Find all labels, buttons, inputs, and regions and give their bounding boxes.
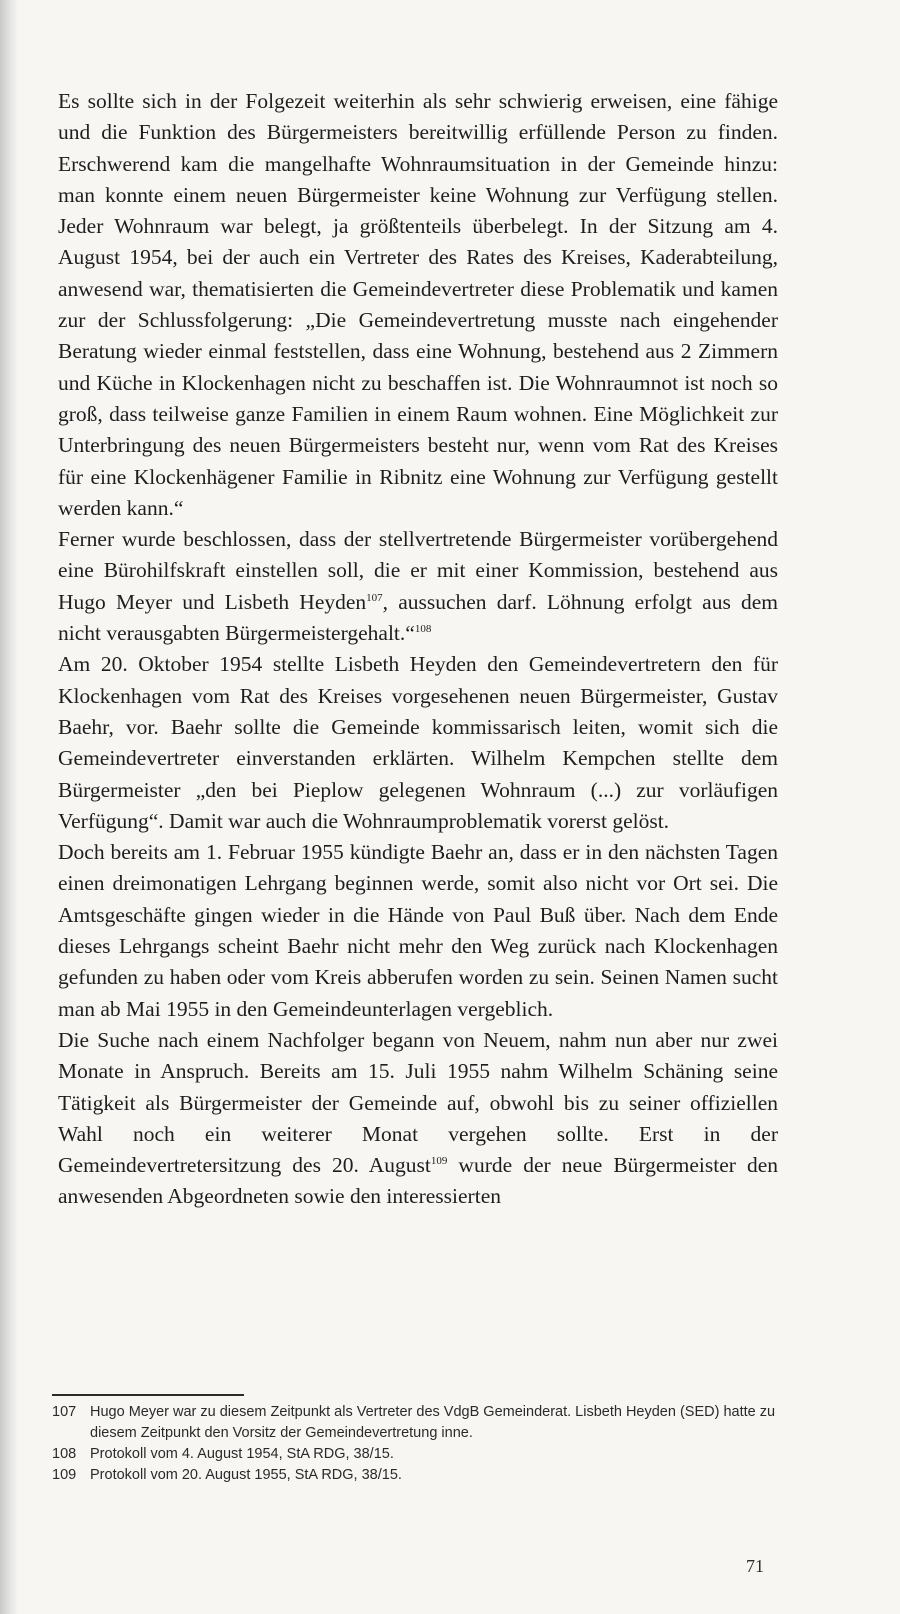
paragraph-text: wurde der neue Bürgermeister den anwesenden Abgeordneten sowie den interessierten xyxy=(58,1153,779,1209)
footnotes xyxy=(52,1402,782,1486)
paragraph-5 xyxy=(58,1025,778,1213)
footnote-ref-109[interactable]: 109 xyxy=(430,1155,448,1168)
paragraph-text: Ferner wurde beschlossen, dass der stellvertretende Bürgermeister vorübergehend eine Bürohilfskraft einstellen soll, die er mit einer Kommission, bestehend aus Hugo Meyer und Lisbeth Heyden xyxy=(58,527,778,614)
paragraph-text: , aussuchen darf. Löhnung erfolgt aus dem nicht verausgabten Bürgermeistergehalt.“ xyxy=(58,589,778,646)
footnote-108 xyxy=(52,1444,782,1465)
footnote-109 xyxy=(52,1465,782,1486)
footnote-text: Hugo Meyer war zu diesem Zeitpunkt als Vertreter des VdgB Gemeinderat. Lisbeth Heyden (SED) hatte zu diesem Zeitpunkt den Vorsitz der Gemeindevertretung inne. xyxy=(90,1404,776,1441)
page-gutter-shadow xyxy=(0,0,18,1614)
paragraph-text: Die Suche nach einem Nachfolger begann von Neuem, nahm nun aber nur zwei Monate in Anspruch. Bereits am 15. Juli 1955 nahm Wilhelm Schäning seine Tätigkeit als Bürgermeister der Gemeinde auf, obwohl bis zu seiner offiziellen Wahl noch ein weiterer Monat vergehen sollte. Erst in der Gemeindevertretersitzung des 20. August xyxy=(58,1027,778,1178)
paragraph-text: Es sollte sich in der Folgezeit weiterhin als sehr schwierig erweisen, eine fähige und die Funktion des Bürgermeisters bereitwillig erfüllende Person zu finden. Erschwerend kam die mangelhafte Wohnraumsituation in der Gemeinde hinzu: man konnte einem neuen Bürgermeister keine Wohnung zur Verfügung stellen. Jeder Wohnraum war belegt, ja größtenteils überbelegt. In der Sitzung am 4. August 1954, bei der auch ein Vertreter des Rates des Kreises, Kaderabteilung, anwesend war, thematisierten die Gemeindevertreter diese Problematik und kamen zur der Schlussfolgerung: „Die Gemeindevertretung musste nach eingehender Beratung wieder einmal feststellen, dass eine Wohnung, bestehend aus 2 Zimmern und Küche in Klockenhagen nicht zu beschaffen ist. Die Wohnraumnot ist noch so groß, dass teilweise ganze Familien in einem Raum wohnen. Eine Möglichkeit zur Unterbringung des neuen Bürgermeisters besteht nur, wenn vom Rat des Kreises für eine Klockenhägener Familie in Ribnitz eine Wohnung zur Verfügung gestellt werden kann.“ xyxy=(58,89,778,520)
footnote-number: 108 xyxy=(52,1446,77,1462)
body-text xyxy=(58,86,778,1213)
paragraph-text: Am 20. Oktober 1954 stellte Lisbeth Heyden den Gemeindevertretern den für Klockenhagen vom Rat des Kreises vorgesehenen neuen Bürgermeister, Gustav Baehr, vor. Baehr sollte die Gemeinde kommissarisch leiten, womit sich die Gemeindevertreter einverstanden erklärten. Wilhelm Kempchen stellte dem Bürgermeister „den bei Pieplow gelegenen Wohnraum (...) zur vorläufigen Verfügung“. Damit war auch die Wohnraumproblematik vorerst gelöst. xyxy=(58,652,778,833)
footnote-number: 107 xyxy=(52,1404,77,1420)
paragraph-3 xyxy=(58,649,778,837)
paragraph-text: Doch bereits am 1. Februar 1955 kündigte Baehr an, dass er in den nächsten Tagen einen dreimonatigen Lehrgang beginnen werde, somit also nicht vor Ort sei. Die Amtsgeschäfte gingen wieder in die Hände von Paul Buß über. Nach dem Ende dieses Lehrgangs scheint Baehr nicht mehr den Weg zurück nach Klockenhagen gefunden zu haben oder vom Kreis abberufen worden zu sein. Seinen Namen sucht man ab Mai 1955 in den Gemeindeunterlagen vergeblich. xyxy=(58,840,778,1021)
paragraph-2 xyxy=(58,524,778,649)
footnote-text: Protokoll vom 4. August 1954, StA RDG, 38/15. xyxy=(90,1446,394,1462)
footnote-text: Protokoll vom 20. August 1955, StA RDG, 38/15. xyxy=(90,1467,402,1483)
paragraph-4 xyxy=(58,837,778,1025)
paragraph-1 xyxy=(58,86,778,524)
footnote-ref-107[interactable]: 107 xyxy=(366,591,383,604)
footnote-107 xyxy=(52,1402,782,1444)
footnote-ref-108[interactable]: 108 xyxy=(414,623,432,636)
page-number: 71 xyxy=(746,1556,764,1576)
footnote-divider xyxy=(52,1394,244,1396)
footnote-number: 109 xyxy=(52,1467,77,1483)
